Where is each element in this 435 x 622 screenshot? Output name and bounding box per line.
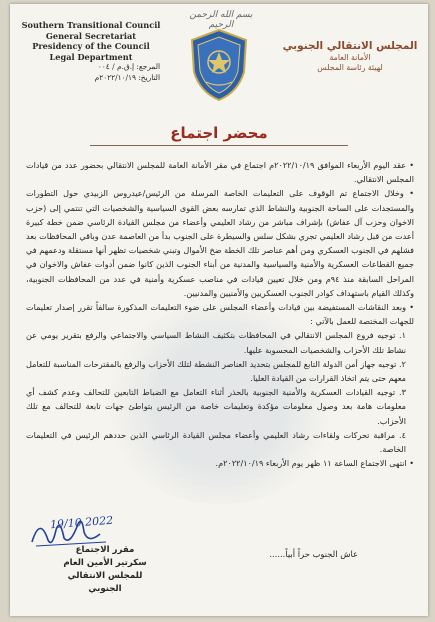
signature-organization: للمجلس الانتقالي الجنوبي <box>67 571 143 594</box>
numbered-directive: ٣. توجيه القيادات العسكرية والأمنية الجنوبية بالحذر أثناء التعامل مع الضباط التابعين للتحالف وعدم كشف أي معلومات هامة بعد وصول معلومات مؤكدة وتعليمات خاصة من الرئيس بتواطئ جهات تابعة للتحالف مع تلك الأحزاب. <box>26 387 406 426</box>
letterhead-ar-line: لهيئة رئاسة المجلس <box>317 63 383 72</box>
minutes-paragraph: • انتهى الاجتماع الساعة ١١ ظهر يوم الأربعاء ٢٠٢٢/١٠/١٩م. <box>26 456 414 470</box>
letterhead-english <box>16 20 166 83</box>
document-page <box>10 4 428 616</box>
letterhead-arabic <box>280 40 420 73</box>
letterhead-ar-title: المجلس الانتقالي الجنوبي <box>282 40 418 52</box>
title-divider <box>90 145 348 146</box>
letterhead-en-line: Southern Transitional Council <box>21 20 161 30</box>
minutes-body <box>26 158 414 470</box>
basmala-calligraphy: بسم الله الرحمن الرحيم <box>189 10 253 30</box>
closing-salutation: عاش الجنوب حراً أبياً...... <box>269 549 358 559</box>
letterhead-en-line: Legal Department <box>49 51 133 62</box>
numbered-directive: ٢. توجيه جهاز أمن الدولة التابع للمجلس بتحديد العناصر النشطة لتلك الأحزاب والرفع بالمقترحات المناسبة للتعامل معهم حتى يتم اتخاذ القرارات من القيادة العليا. <box>26 358 406 384</box>
document-date: التاريخ: ٢٠٢٢/١٠/١٩م <box>94 72 160 82</box>
minutes-paragraph: • عقد اليوم الأربعاء الموافق ٢٠٢٢/١٠/١٩م اجتماع في مقر الأمانة العامة للمجلس الانتقالي بحضور عدد من قيادات المجلس الانتقالي. <box>26 158 414 186</box>
council-emblem-icon <box>188 28 250 102</box>
numbered-directive: ١. توجيه فروع المجلس الانتقالي في المحافظات بتكثيف النشاط السياسي والاجتماعي والرفع بتقرير يومي عن نشاط تلك الأحزاب والشخصيات المحسوبة عليها. <box>26 330 406 355</box>
letterhead-en-line: Presidency of the Council <box>32 41 150 51</box>
minutes-paragraph: • وبعد النقاشات المستفيضة بين قيادات وأعضاء المجلس على ضوء التعليمات المذكورة سالفاً تقرر إصدار تعليمات للجهات المختصة للعمل بالآتي : <box>26 300 414 328</box>
signature-title: مقرر الاجتماع <box>75 545 135 555</box>
reference-number: المرجع: إ.ق.م / ٠٠٤ <box>97 62 160 71</box>
letterhead-en-line: General Secretariat <box>45 30 137 41</box>
minutes-paragraph: • وخلال الاجتماع تم الوقوف على التعليمات الخاصة المرسلة من الرئيس/عيدروس الزبيدي حول التطورات والمستجدات على الساحة الجنوبية والنشاط الذي تمارسه بعض القوى السياسية والشخصيات التي تنتمي إلى (حزب الاخوان وحزب آل عفاش) بإشراف مباشر من رشاد العليمي وأعضاء من مجلس القيادة الرئاسي ضمن خطة كبيرة أعدت من قبل رشاد العليمي تجري بشكل سلس والسيطرة على الجنوب بدأ من العاصمة عدن وباقي المحافظات بعد فشلهم في الجنوب العسكري ومن أهم عناصر تلك الخطة ضخ الأموال وتبني شخصيات تظهر أنها مستقلة ودعمهم في جميع القطاعات العسكرية والأمنية والسياسية والمدنية من أبناء الجنوب الذين كانوا ضمن أدوات عفاش والاخوان في المراحل السابقة منذ ٩٤م ومن خلال تعيين قيادات في مناصب عسكرية وأمنية في عدد من المحافظات الجنوبية، وكذلك القيام باستهداف كوادر الجنوب العسكريين والأمنيين والمدنيين. <box>26 186 414 300</box>
document-title: محضر اجتماع <box>170 124 268 142</box>
signature-block <box>50 544 160 596</box>
letterhead-ar-line: الأمانة العامة <box>329 53 371 62</box>
signature-position: سكرتير الأمين العام <box>63 558 147 568</box>
handwritten-date: 19/10 2022 <box>49 513 114 532</box>
numbered-directive: ٤. مراقبة تحركات ولقاءات رشاد العليمي وأعضاء مجلس القيادة الرئاسي الذين حددهم الرئيس في التعليمات الخاصة. <box>26 429 406 455</box>
